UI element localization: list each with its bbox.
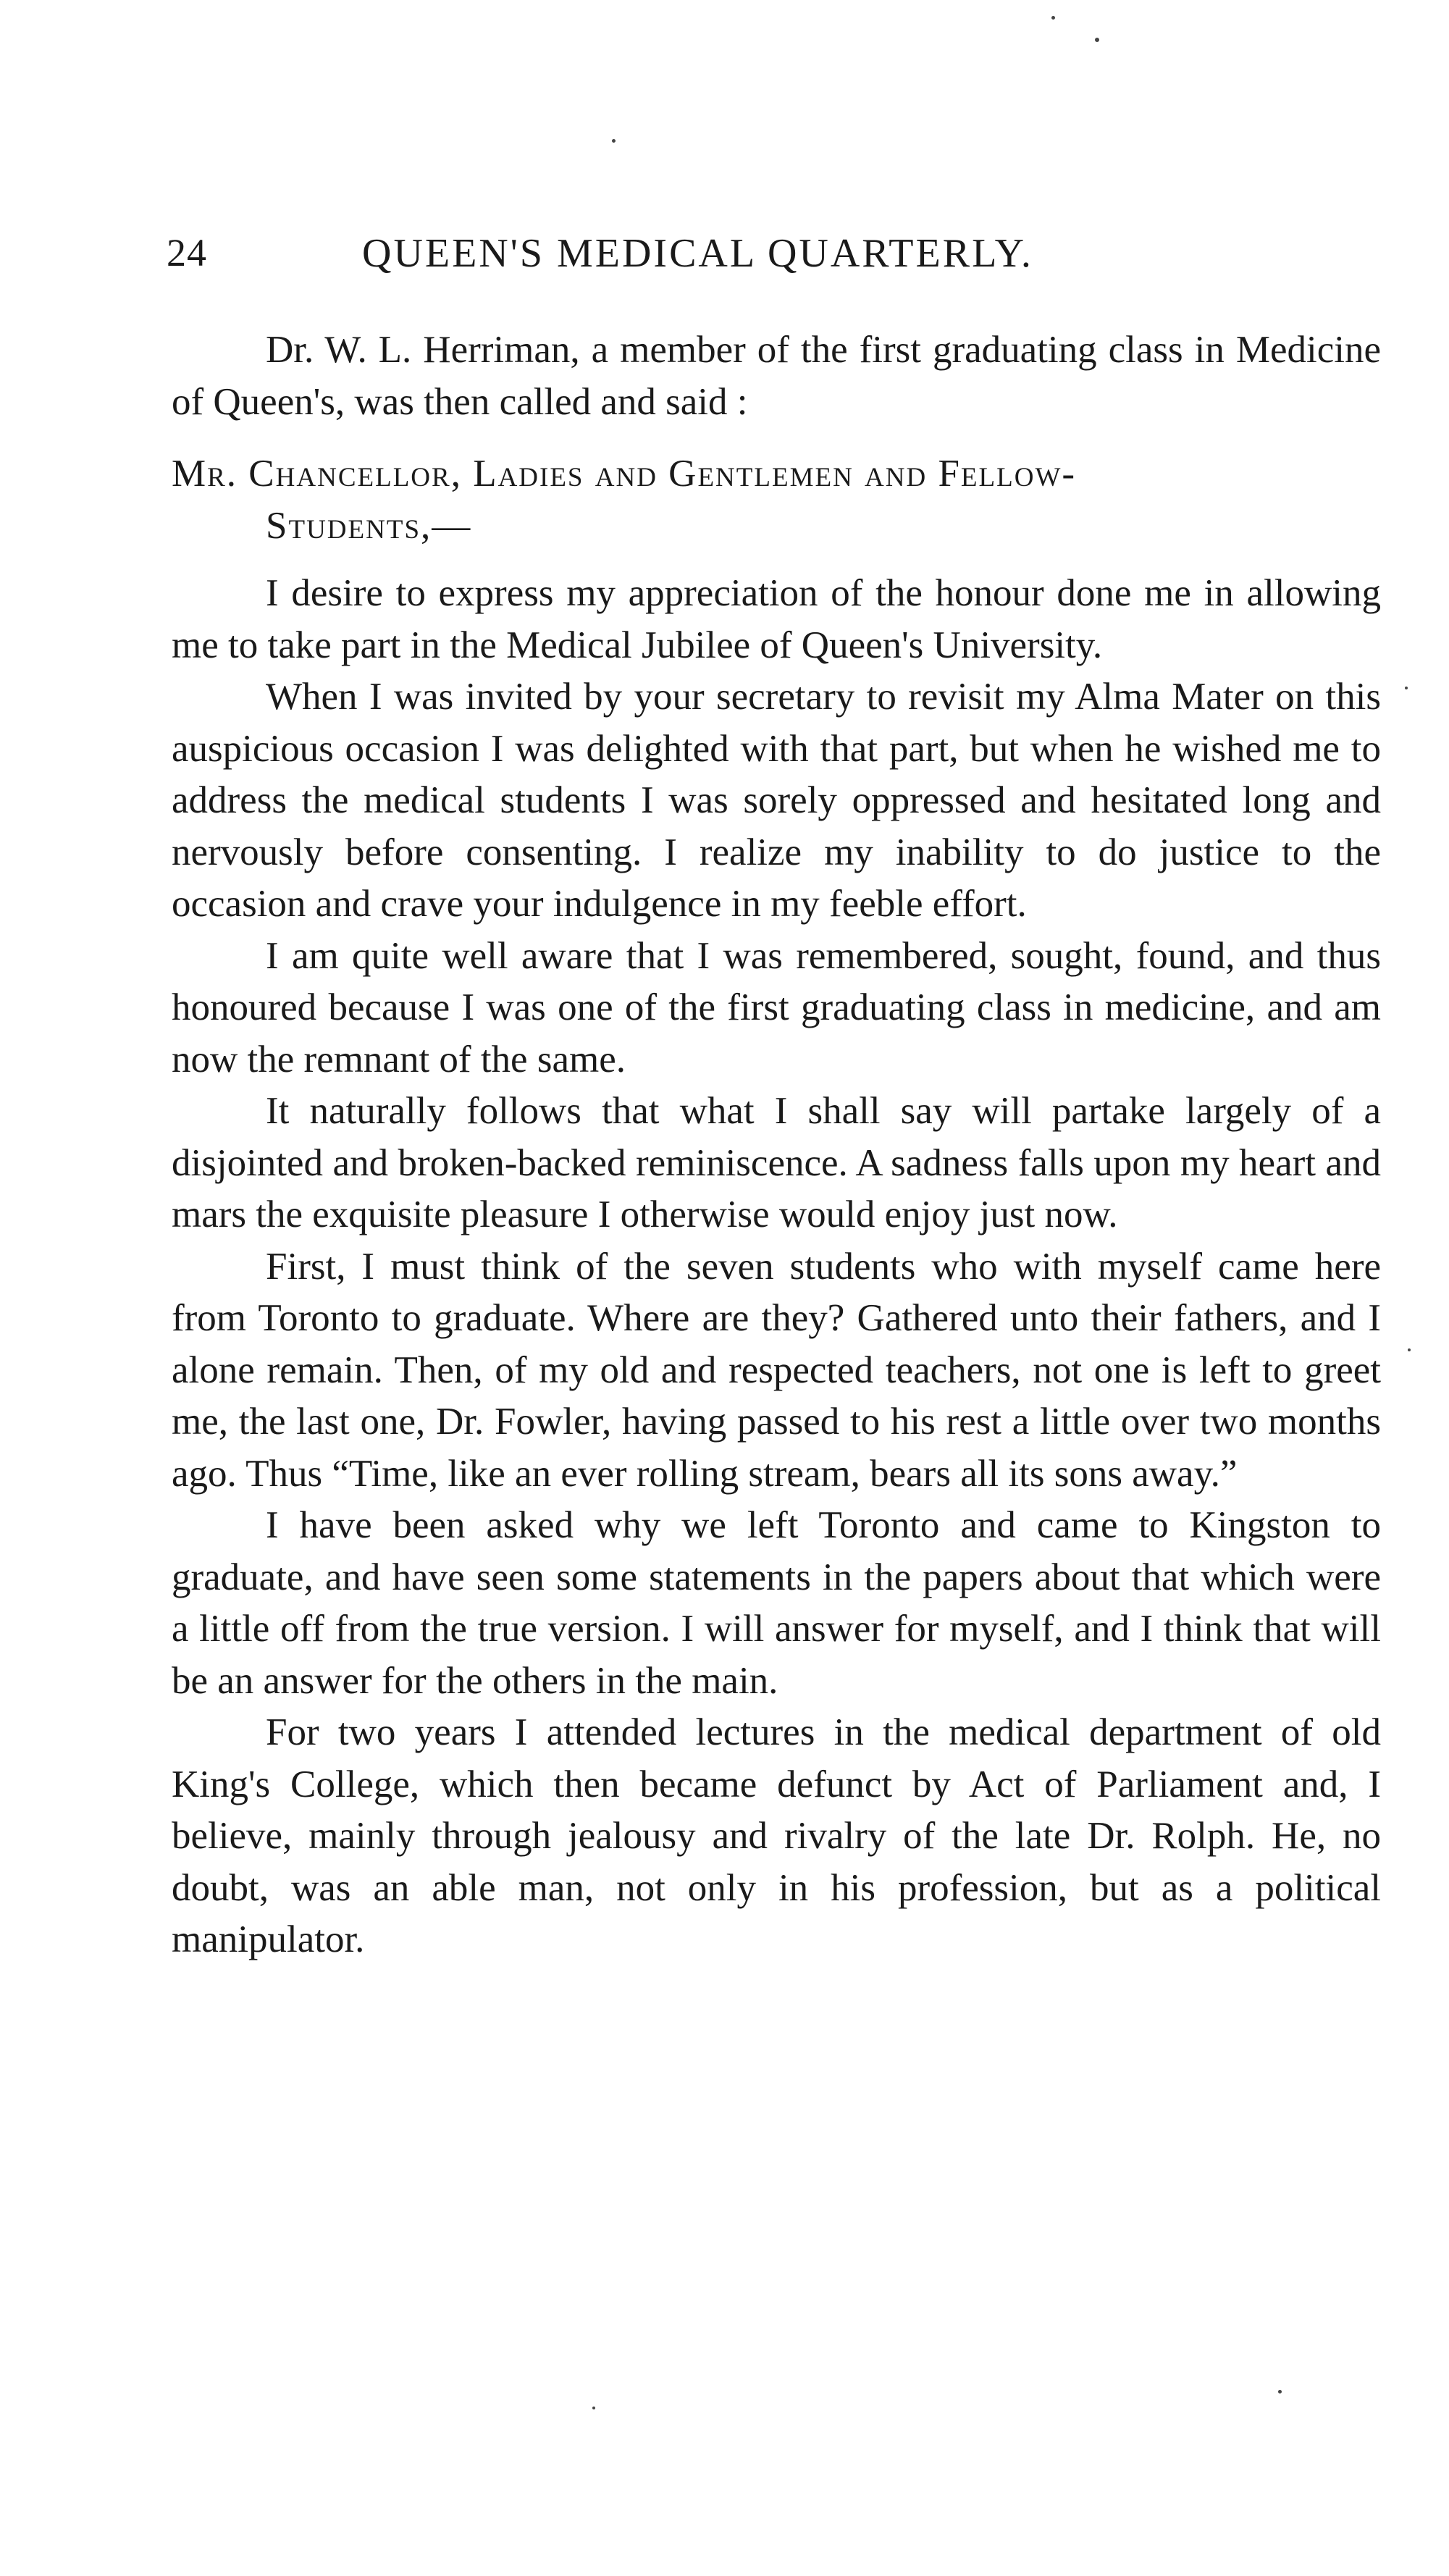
paragraph-4: It naturally follows that what I shall say will partake largely of a disjointed and broken-backed reminiscence. A sadness falls upon my heart and mars the exquisite pleasure I otherwise would enjoy just now. <box>172 1090 1381 1235</box>
intro-paragraph: Dr. W. L. Herriman, a member of the first graduating class in Medicine of Queen's, was then called and said : <box>172 329 1381 423</box>
paragraph-6: I have been asked why we left Toronto and came to Kingston to graduate, and have seen some statements in the papers about that which were a little off from the true version. I will answer for myself, and I think that will be an answer for the others in the main. <box>172 1504 1381 1702</box>
article-body <box>172 324 1381 1966</box>
page-header <box>167 230 1383 288</box>
salutation-line-2: Students,— <box>266 504 472 547</box>
paragraph-3: I am quite well aware that I was remembered, sought, found, and thus honoured because I was one of the first graduating class in medicine, and am now the remnant of the same. <box>172 934 1381 1081</box>
scan-speck <box>592 2407 595 2409</box>
scan-speck <box>1408 1348 1411 1351</box>
paragraph-5: First, I must think of the seven students who with myself came here from Toronto to graduate. Where are they? Gathered unto their fathers, and I alone remain. Then, of my old and respected teachers, not one is left to greet me, the last one, Dr. Fowler, having passed to his rest a little over two months ago. Thus “Time, like an ever rolling stream, bears all its sons away.” <box>172 1245 1381 1495</box>
scan-speck <box>612 139 616 143</box>
paragraph-7: For two years I attended lectures in the medical department of old King's College, which then became defunct by Act of Parliament and, I believe, mainly through jealousy and rivalry of the late Dr. Rolph. He, no doubt, was an able man, not only in his profession, but as a political manipulator. <box>172 1711 1381 1960</box>
scan-speck <box>1278 2390 1282 2394</box>
paragraph-1: I desire to express my appreciation of the honour done me in allowing me to take part in the Medical Jubilee of Queen's University. <box>172 572 1381 666</box>
scan-speck <box>1405 687 1408 689</box>
salutation <box>172 448 1381 552</box>
salutation-line-1: Mr. Chancellor, Ladies and Gentlemen and Fellow- <box>172 453 1077 495</box>
paragraph-2: When I was invited by your secretary to revisit my Alma Mater on this auspicious occasion I was delighted with that part, but when he wished me to address the medical students I was sorely oppressed and hesitated long and nervously before consenting. I realize my inability to do justice to the occasion and crave your indulgence in my feeble effort. <box>172 676 1381 925</box>
page-number: 24 <box>167 231 207 274</box>
running-head: QUEEN'S MEDICAL QUARTERLY. <box>362 231 1033 276</box>
scan-speck <box>1095 38 1099 42</box>
scan-speck <box>1051 16 1055 20</box>
